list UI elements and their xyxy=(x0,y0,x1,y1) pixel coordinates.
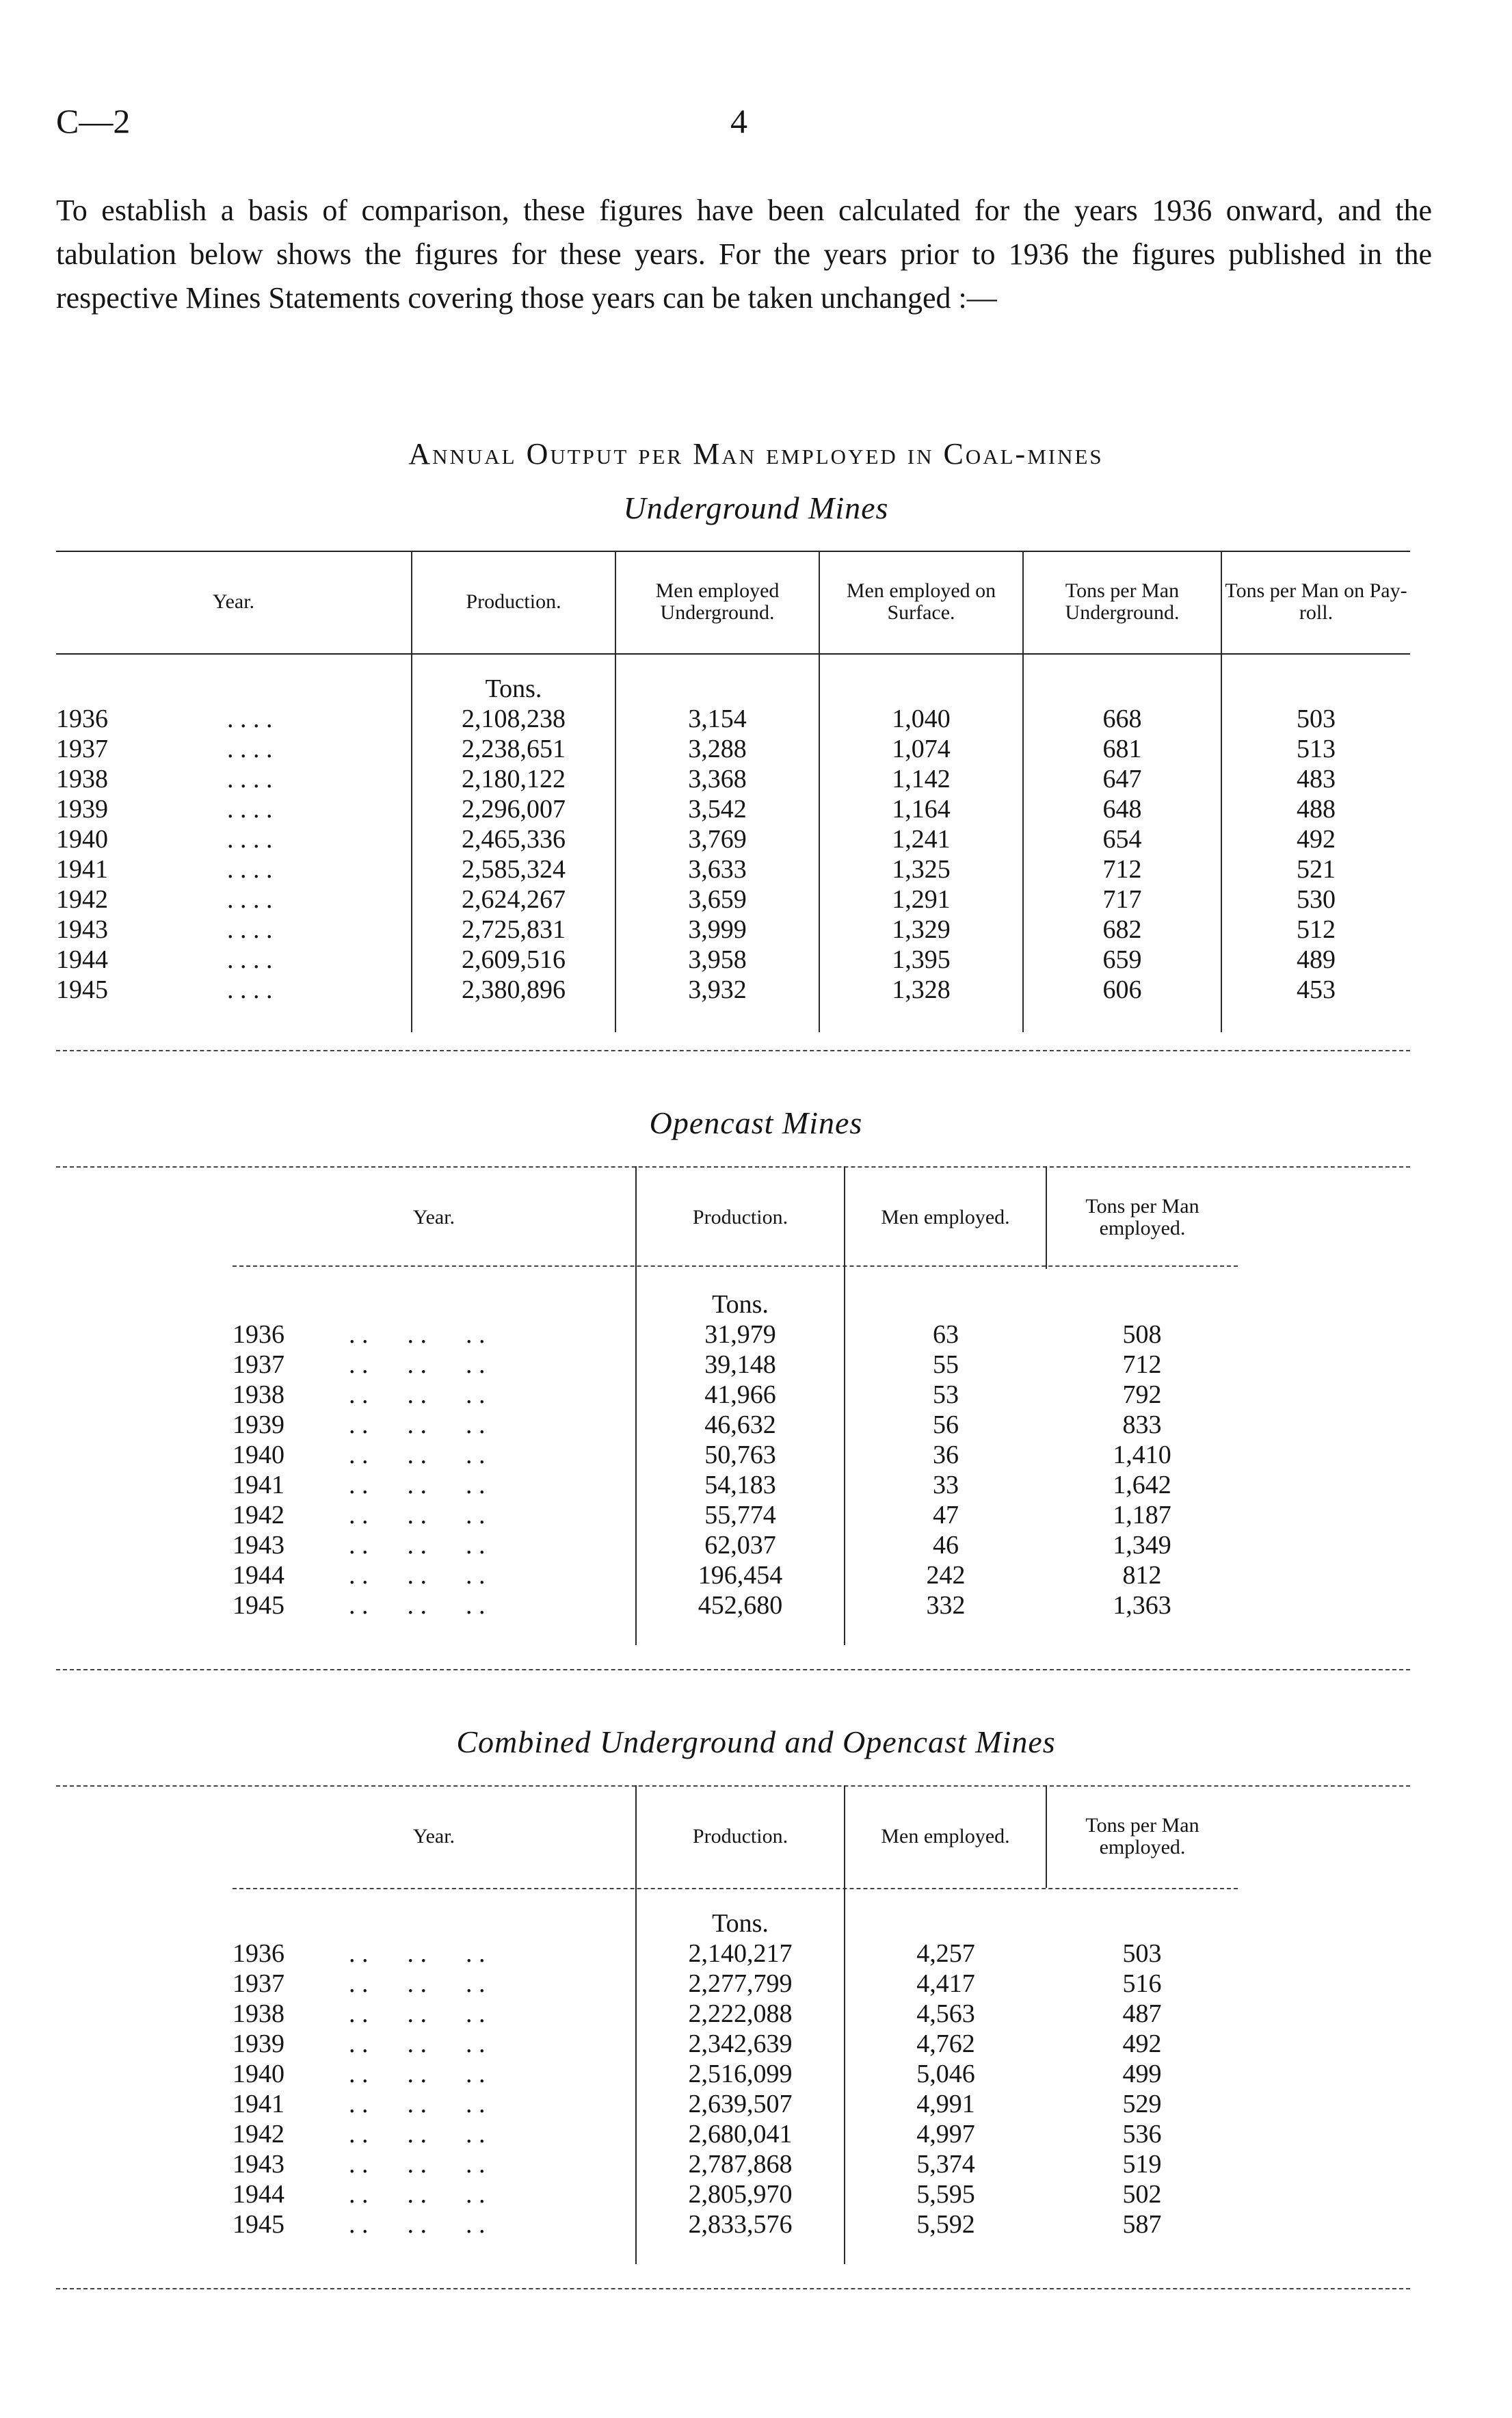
men-employed-cell: 53 xyxy=(845,1380,1046,1410)
spacer-cell xyxy=(1046,2239,1238,2264)
table-row xyxy=(233,1999,1238,2029)
production-cell: 2,180,122 xyxy=(412,764,615,794)
year-cell xyxy=(56,734,412,764)
spacer-row xyxy=(233,1620,1238,1645)
tons-per-man-cell: 492 xyxy=(1122,2029,1162,2058)
spacer-cell xyxy=(1221,1005,1410,1032)
year-value: 1940 xyxy=(233,1441,284,1469)
production-cell: 55,774 xyxy=(636,1500,845,1530)
units-blank xyxy=(233,1269,636,1319)
leader-dots: . . . . xyxy=(227,795,273,824)
men-employed-cell: 4,563 xyxy=(845,1999,1046,2029)
year-cell xyxy=(233,2089,636,2119)
tons-per-man-underground-cell: 717 xyxy=(1023,884,1221,915)
leader-dots: . . . . . . xyxy=(349,1441,486,1469)
header-year: Year. xyxy=(412,1206,455,1228)
opencast-header-row xyxy=(233,1166,1238,1269)
production-cell: 452,680 xyxy=(636,1590,845,1620)
year-value: 1944 xyxy=(56,945,108,974)
year-cell xyxy=(233,1969,636,1999)
leader-dots: . . . . . . xyxy=(349,1320,486,1349)
year-value: 1936 xyxy=(56,705,108,733)
year-value: 1936 xyxy=(233,1320,284,1349)
units-blank xyxy=(845,1269,1046,1319)
units-blank xyxy=(233,1888,636,1939)
year-cell xyxy=(56,794,412,824)
year-cell xyxy=(56,915,412,945)
production-cell: 31,979 xyxy=(636,1319,845,1350)
units-row xyxy=(233,1888,1238,1939)
spacer-cell xyxy=(636,2239,845,2264)
men-employed-cell: 4,997 xyxy=(845,2119,1046,2149)
tons-per-man-underground-cell: 712 xyxy=(1023,854,1221,884)
tons-per-man-underground-cell: 647 xyxy=(1023,764,1221,794)
table-row xyxy=(56,915,1410,945)
table-row xyxy=(56,824,1410,854)
underground-header-row xyxy=(56,551,1410,653)
year-value: 1937 xyxy=(233,1969,284,1998)
combined-subtitle: Combined Underground and Opencast Mines xyxy=(456,1724,1056,1759)
header-year: Year. xyxy=(212,590,255,613)
men-employed-cell: 4,991 xyxy=(845,2089,1046,2119)
spacer-row xyxy=(233,2239,1238,2264)
leader-dots: . . . . . . xyxy=(349,1999,486,2028)
production-cell: 2,380,896 xyxy=(412,975,615,1005)
men-employed-cell: 47 xyxy=(845,1500,1046,1530)
tons-per-man-cell: 1,349 xyxy=(1113,1531,1171,1560)
leader-dots: . . . . . . xyxy=(349,2029,486,2058)
men-underground-cell: 3,542 xyxy=(615,794,819,824)
leader-dots: . . . . xyxy=(227,915,273,944)
leader-dots: . . . . xyxy=(227,975,273,1004)
men-underground-cell: 3,368 xyxy=(615,764,819,794)
men-surface-cell: 1,241 xyxy=(819,824,1023,854)
year-cell xyxy=(233,1410,636,1440)
production-cell: 46,632 xyxy=(636,1410,845,1440)
production-cell: 2,342,639 xyxy=(636,2029,845,2059)
men-employed-cell: 242 xyxy=(845,1560,1046,1590)
tons-per-man-cell: 1,187 xyxy=(1113,1501,1171,1529)
spacer-cell xyxy=(845,1620,1046,1645)
table-row xyxy=(233,1590,1238,1620)
units-blank xyxy=(845,1888,1046,1939)
tons-per-man-cell: 792 xyxy=(1122,1380,1162,1409)
year-cell xyxy=(56,824,412,854)
spacer-cell xyxy=(845,2239,1046,2264)
men-underground-cell: 3,633 xyxy=(615,854,819,884)
men-underground-cell: 3,659 xyxy=(615,884,819,915)
production-cell: 2,680,041 xyxy=(636,2119,845,2149)
tons-per-man-payroll-cell: 503 xyxy=(1221,704,1410,734)
spacer-cell xyxy=(1023,1005,1221,1032)
leader-dots: . . . . . . xyxy=(349,1410,486,1439)
tons-per-man-payroll-cell: 512 xyxy=(1221,915,1410,945)
year-value: 1944 xyxy=(233,1561,284,1590)
year-value: 1942 xyxy=(56,885,108,914)
tons-per-man-cell: 503 xyxy=(1122,1939,1162,1968)
opencast-subtitle: Opencast Mines xyxy=(649,1105,863,1140)
men-underground-cell: 3,958 xyxy=(615,945,819,975)
units-blank xyxy=(615,653,819,704)
year-cell xyxy=(56,884,412,915)
leader-dots: . . . . . . xyxy=(349,1561,486,1590)
production-cell: 50,763 xyxy=(636,1440,845,1470)
year-value: 1938 xyxy=(56,765,108,793)
units-blank xyxy=(1046,1269,1238,1319)
tons-per-man-underground-cell: 659 xyxy=(1023,945,1221,975)
year-value: 1945 xyxy=(233,1591,284,1620)
opencast-table xyxy=(233,1166,1238,1645)
men-employed-cell: 55 xyxy=(845,1350,1046,1380)
table-row xyxy=(56,734,1410,764)
table-row xyxy=(233,2119,1238,2149)
leader-dots: . . . . . . xyxy=(349,1531,486,1560)
header-year: Year. xyxy=(412,1825,455,1848)
men-surface-cell: 1,325 xyxy=(819,854,1023,884)
leader-dots: . . . . xyxy=(227,735,273,763)
men-surface-cell: 1,164 xyxy=(819,794,1023,824)
year-cell xyxy=(233,2059,636,2089)
table-row xyxy=(56,854,1410,884)
year-value: 1937 xyxy=(233,1350,284,1379)
units-label: Tons. xyxy=(636,1888,845,1939)
leader-dots: . . . . . . xyxy=(349,2150,486,2179)
table-row xyxy=(56,945,1410,975)
men-underground-cell: 3,769 xyxy=(615,824,819,854)
year-cell xyxy=(233,1319,636,1350)
production-cell: 2,639,507 xyxy=(636,2089,845,2119)
production-cell: 2,108,238 xyxy=(412,704,615,734)
leader-dots: . . . . . . xyxy=(349,2090,486,2118)
leader-dots: . . . . . . xyxy=(349,1939,486,1968)
tons-per-man-cell: 1,642 xyxy=(1113,1471,1171,1499)
leader-dots: . . . . . . xyxy=(349,2060,486,2088)
production-cell: 2,277,799 xyxy=(636,1969,845,1999)
leader-dots: . . . . . . xyxy=(349,1591,486,1620)
combined-table xyxy=(233,1785,1238,2264)
spacer-row xyxy=(56,1005,1410,1032)
production-cell: 41,966 xyxy=(636,1380,845,1410)
table-row xyxy=(233,1530,1238,1560)
leader-dots: . . . . xyxy=(227,945,273,974)
men-employed-cell: 5,592 xyxy=(845,2209,1046,2239)
year-value: 1936 xyxy=(233,1939,284,1968)
men-employed-cell: 56 xyxy=(845,1410,1046,1440)
opencast-bottom-rule xyxy=(56,1669,1410,1670)
spacer-cell xyxy=(1046,1620,1238,1645)
tons-per-man-payroll-cell: 483 xyxy=(1221,764,1410,794)
header-tons-per-man: Tons per Man employed. xyxy=(1046,1785,1238,1888)
header-men-underground: Men employed Underground. xyxy=(615,551,819,653)
year-value: 1937 xyxy=(56,735,108,763)
underground-bottom-rule xyxy=(56,1050,1410,1051)
table-row xyxy=(233,1440,1238,1470)
year-cell xyxy=(233,1560,636,1590)
tons-per-man-cell: 508 xyxy=(1122,1320,1162,1349)
units-row xyxy=(233,1269,1238,1319)
year-value: 1941 xyxy=(233,1471,284,1499)
header-men-employed: Men employed. xyxy=(845,1166,1046,1269)
table-row xyxy=(56,764,1410,794)
combined-bottom-rule xyxy=(56,2288,1410,2289)
men-employed-cell: 5,374 xyxy=(845,2149,1046,2179)
table-main-title: Annual Output per Man employed in Coal-mines xyxy=(408,437,1104,471)
men-employed-cell: 4,762 xyxy=(845,2029,1046,2059)
production-cell: 2,296,007 xyxy=(412,794,615,824)
table-row xyxy=(233,2209,1238,2239)
year-cell xyxy=(233,2029,636,2059)
units-blank xyxy=(1221,653,1410,704)
underground-subtitle: Underground Mines xyxy=(623,490,889,525)
men-employed-cell: 63 xyxy=(845,1319,1046,1350)
tons-per-man-cell: 587 xyxy=(1122,2210,1162,2239)
year-value: 1943 xyxy=(56,915,108,944)
header-production: Production. xyxy=(636,1166,845,1269)
year-cell xyxy=(233,1530,636,1560)
production-cell: 2,222,088 xyxy=(636,1999,845,2029)
year-value: 1939 xyxy=(233,1410,284,1439)
year-value: 1941 xyxy=(233,2090,284,2118)
table-row xyxy=(233,2179,1238,2209)
production-cell: 2,787,868 xyxy=(636,2149,845,2179)
year-value: 1943 xyxy=(233,2150,284,2179)
production-cell: 2,585,324 xyxy=(412,854,615,884)
units-blank xyxy=(819,653,1023,704)
tons-per-man-payroll-cell: 453 xyxy=(1221,975,1410,1005)
year-value: 1945 xyxy=(56,975,108,1004)
year-cell xyxy=(56,945,412,975)
men-surface-cell: 1,395 xyxy=(819,945,1023,975)
tons-per-man-payroll-cell: 521 xyxy=(1221,854,1410,884)
table-row xyxy=(233,2089,1238,2119)
men-employed-cell: 332 xyxy=(845,1590,1046,1620)
table-row xyxy=(56,704,1410,734)
tons-per-man-payroll-cell: 492 xyxy=(1221,824,1410,854)
men-employed-cell: 36 xyxy=(845,1440,1046,1470)
year-value: 1943 xyxy=(233,1531,284,1560)
table-row xyxy=(233,1939,1238,1969)
year-cell xyxy=(233,2119,636,2149)
tons-per-man-cell: 1,363 xyxy=(1113,1591,1171,1620)
men-surface-cell: 1,074 xyxy=(819,734,1023,764)
tons-per-man-cell: 487 xyxy=(1122,1999,1162,2028)
year-cell xyxy=(233,1440,636,1470)
tons-per-man-underground-cell: 648 xyxy=(1023,794,1221,824)
spacer-cell xyxy=(233,1620,636,1645)
production-cell: 2,833,576 xyxy=(636,2209,845,2239)
production-cell: 2,516,099 xyxy=(636,2059,845,2089)
table-row xyxy=(233,1319,1238,1350)
units-blank xyxy=(1046,1888,1238,1939)
year-value: 1944 xyxy=(233,2180,284,2209)
leader-dots: . . . . . . xyxy=(349,2180,486,2209)
table-row xyxy=(233,2029,1238,2059)
header-tons-per-man: Tons per Man employed. xyxy=(1046,1166,1238,1269)
year-cell xyxy=(233,2149,636,2179)
year-value: 1938 xyxy=(233,1380,284,1409)
year-cell xyxy=(233,1999,636,2029)
year-value: 1940 xyxy=(233,2060,284,2088)
leader-dots: . . . . . . xyxy=(349,1969,486,1998)
table-row xyxy=(56,975,1410,1005)
header-men-surface: Men employed on Surface. xyxy=(819,551,1023,653)
header-tons-per-man-underground: Tons per Man Underground. xyxy=(1023,551,1221,653)
table-row xyxy=(233,1969,1238,1999)
table-row xyxy=(233,1500,1238,1530)
production-cell: 54,183 xyxy=(636,1470,845,1500)
tons-per-man-cell: 712 xyxy=(1122,1350,1162,1379)
tons-per-man-payroll-cell: 489 xyxy=(1221,945,1410,975)
men-employed-cell: 33 xyxy=(845,1470,1046,1500)
year-cell xyxy=(56,764,412,794)
year-value: 1942 xyxy=(233,1501,284,1529)
men-surface-cell: 1,328 xyxy=(819,975,1023,1005)
tons-per-man-underground-cell: 606 xyxy=(1023,975,1221,1005)
combined-header-row xyxy=(233,1785,1238,1888)
year-value: 1939 xyxy=(233,2029,284,2058)
tons-per-man-cell: 1,410 xyxy=(1113,1441,1171,1469)
year-cell xyxy=(233,1939,636,1969)
units-row xyxy=(56,653,1410,704)
leader-dots: . . . . . . xyxy=(349,2210,486,2239)
year-value: 1945 xyxy=(233,2210,284,2239)
tons-per-man-cell: 502 xyxy=(1122,2180,1162,2209)
tons-per-man-payroll-cell: 513 xyxy=(1221,734,1410,764)
year-cell xyxy=(233,1590,636,1620)
year-cell xyxy=(233,2209,636,2239)
year-value: 1940 xyxy=(56,825,108,854)
header-production: Production. xyxy=(412,551,615,653)
tons-per-man-cell: 529 xyxy=(1122,2090,1162,2118)
tons-per-man-underground-cell: 682 xyxy=(1023,915,1221,945)
spacer-cell xyxy=(636,1620,845,1645)
men-employed-cell: 4,417 xyxy=(845,1969,1046,1999)
table-row xyxy=(233,1470,1238,1500)
year-cell xyxy=(56,704,412,734)
table-row xyxy=(233,1350,1238,1380)
tons-per-man-cell: 516 xyxy=(1122,1969,1162,1998)
page-number: 4 xyxy=(730,102,747,140)
tons-per-man-cell: 536 xyxy=(1122,2120,1162,2148)
year-value: 1939 xyxy=(56,795,108,824)
men-underground-cell: 3,288 xyxy=(615,734,819,764)
year-cell xyxy=(233,1380,636,1410)
table-row xyxy=(56,794,1410,824)
units-label: Tons. xyxy=(636,1269,845,1319)
year-cell xyxy=(233,1470,636,1500)
year-cell xyxy=(56,975,412,1005)
leader-dots: . . . . . . xyxy=(349,1380,486,1409)
leader-dots: . . . . . . xyxy=(349,1501,486,1529)
tons-per-man-underground-cell: 681 xyxy=(1023,734,1221,764)
table-row xyxy=(233,1380,1238,1410)
leader-dots: . . . . xyxy=(227,855,273,884)
header-tons-per-man-payroll: Tons per Man on Pay-roll. xyxy=(1221,551,1410,653)
units-label: Tons. xyxy=(412,653,615,704)
table-row xyxy=(56,884,1410,915)
units-blank xyxy=(56,653,412,704)
men-employed-cell: 46 xyxy=(845,1530,1046,1560)
tons-per-man-cell: 833 xyxy=(1122,1410,1162,1439)
production-cell: 2,624,267 xyxy=(412,884,615,915)
production-cell: 62,037 xyxy=(636,1530,845,1560)
header-men-employed: Men employed. xyxy=(845,1785,1046,1888)
tons-per-man-cell: 499 xyxy=(1122,2060,1162,2088)
tons-per-man-cell: 812 xyxy=(1122,1561,1162,1590)
production-cell: 2,805,970 xyxy=(636,2179,845,2209)
spacer-cell xyxy=(56,1005,412,1032)
leader-dots: . . . . . . xyxy=(349,1350,486,1379)
table-row xyxy=(233,1560,1238,1590)
leader-dots: . . . . xyxy=(227,885,273,914)
spacer-cell xyxy=(233,2239,636,2264)
men-employed-cell: 5,046 xyxy=(845,2059,1046,2089)
year-cell xyxy=(233,2179,636,2209)
year-value: 1941 xyxy=(56,855,108,884)
year-value: 1938 xyxy=(233,1999,284,2028)
tons-per-man-underground-cell: 668 xyxy=(1023,704,1221,734)
leader-dots: . . . . xyxy=(227,705,273,733)
men-surface-cell: 1,291 xyxy=(819,884,1023,915)
spacer-cell xyxy=(819,1005,1023,1032)
year-cell xyxy=(233,1500,636,1530)
leader-dots: . . . . . . xyxy=(349,1471,486,1499)
document-reference: C—2 xyxy=(56,102,131,140)
table-row xyxy=(233,1410,1238,1440)
underground-table xyxy=(56,551,1410,1032)
men-surface-cell: 1,040 xyxy=(819,704,1023,734)
men-surface-cell: 1,329 xyxy=(819,915,1023,945)
leader-dots: . . . . . . xyxy=(349,2120,486,2148)
year-value: 1942 xyxy=(233,2120,284,2148)
year-cell xyxy=(233,1350,636,1380)
production-cell: 2,609,516 xyxy=(412,945,615,975)
intro-paragraph: To establish a basis of comparison, these figures have been calculated for the years 1936 onward, and the tabulation below shows the figures for these years. For the years prior to 1936 the figures published in the respective Mines Statements covering those years can be taken unchanged :— xyxy=(56,194,1432,315)
men-employed-cell: 4,257 xyxy=(845,1939,1046,1969)
year-cell xyxy=(56,854,412,884)
production-cell: 2,465,336 xyxy=(412,824,615,854)
tons-per-man-payroll-cell: 488 xyxy=(1221,794,1410,824)
men-surface-cell: 1,142 xyxy=(819,764,1023,794)
tons-per-man-payroll-cell: 530 xyxy=(1221,884,1410,915)
men-underground-cell: 3,999 xyxy=(615,915,819,945)
production-cell: 2,140,217 xyxy=(636,1939,845,1969)
men-underground-cell: 3,154 xyxy=(615,704,819,734)
spacer-cell xyxy=(615,1005,819,1032)
production-cell: 39,148 xyxy=(636,1350,845,1380)
leader-dots: . . . . xyxy=(227,825,273,854)
tons-per-man-underground-cell: 654 xyxy=(1023,824,1221,854)
men-employed-cell: 5,595 xyxy=(845,2179,1046,2209)
leader-dots: . . . . xyxy=(227,765,273,793)
men-underground-cell: 3,932 xyxy=(615,975,819,1005)
units-blank xyxy=(1023,653,1221,704)
production-cell: 2,725,831 xyxy=(412,915,615,945)
production-cell: 2,238,651 xyxy=(412,734,615,764)
header-production: Production. xyxy=(636,1785,845,1888)
table-row xyxy=(233,2059,1238,2089)
table-row xyxy=(233,2149,1238,2179)
tons-per-man-cell: 519 xyxy=(1122,2150,1162,2179)
production-cell: 196,454 xyxy=(636,1560,845,1590)
spacer-cell xyxy=(412,1005,615,1032)
